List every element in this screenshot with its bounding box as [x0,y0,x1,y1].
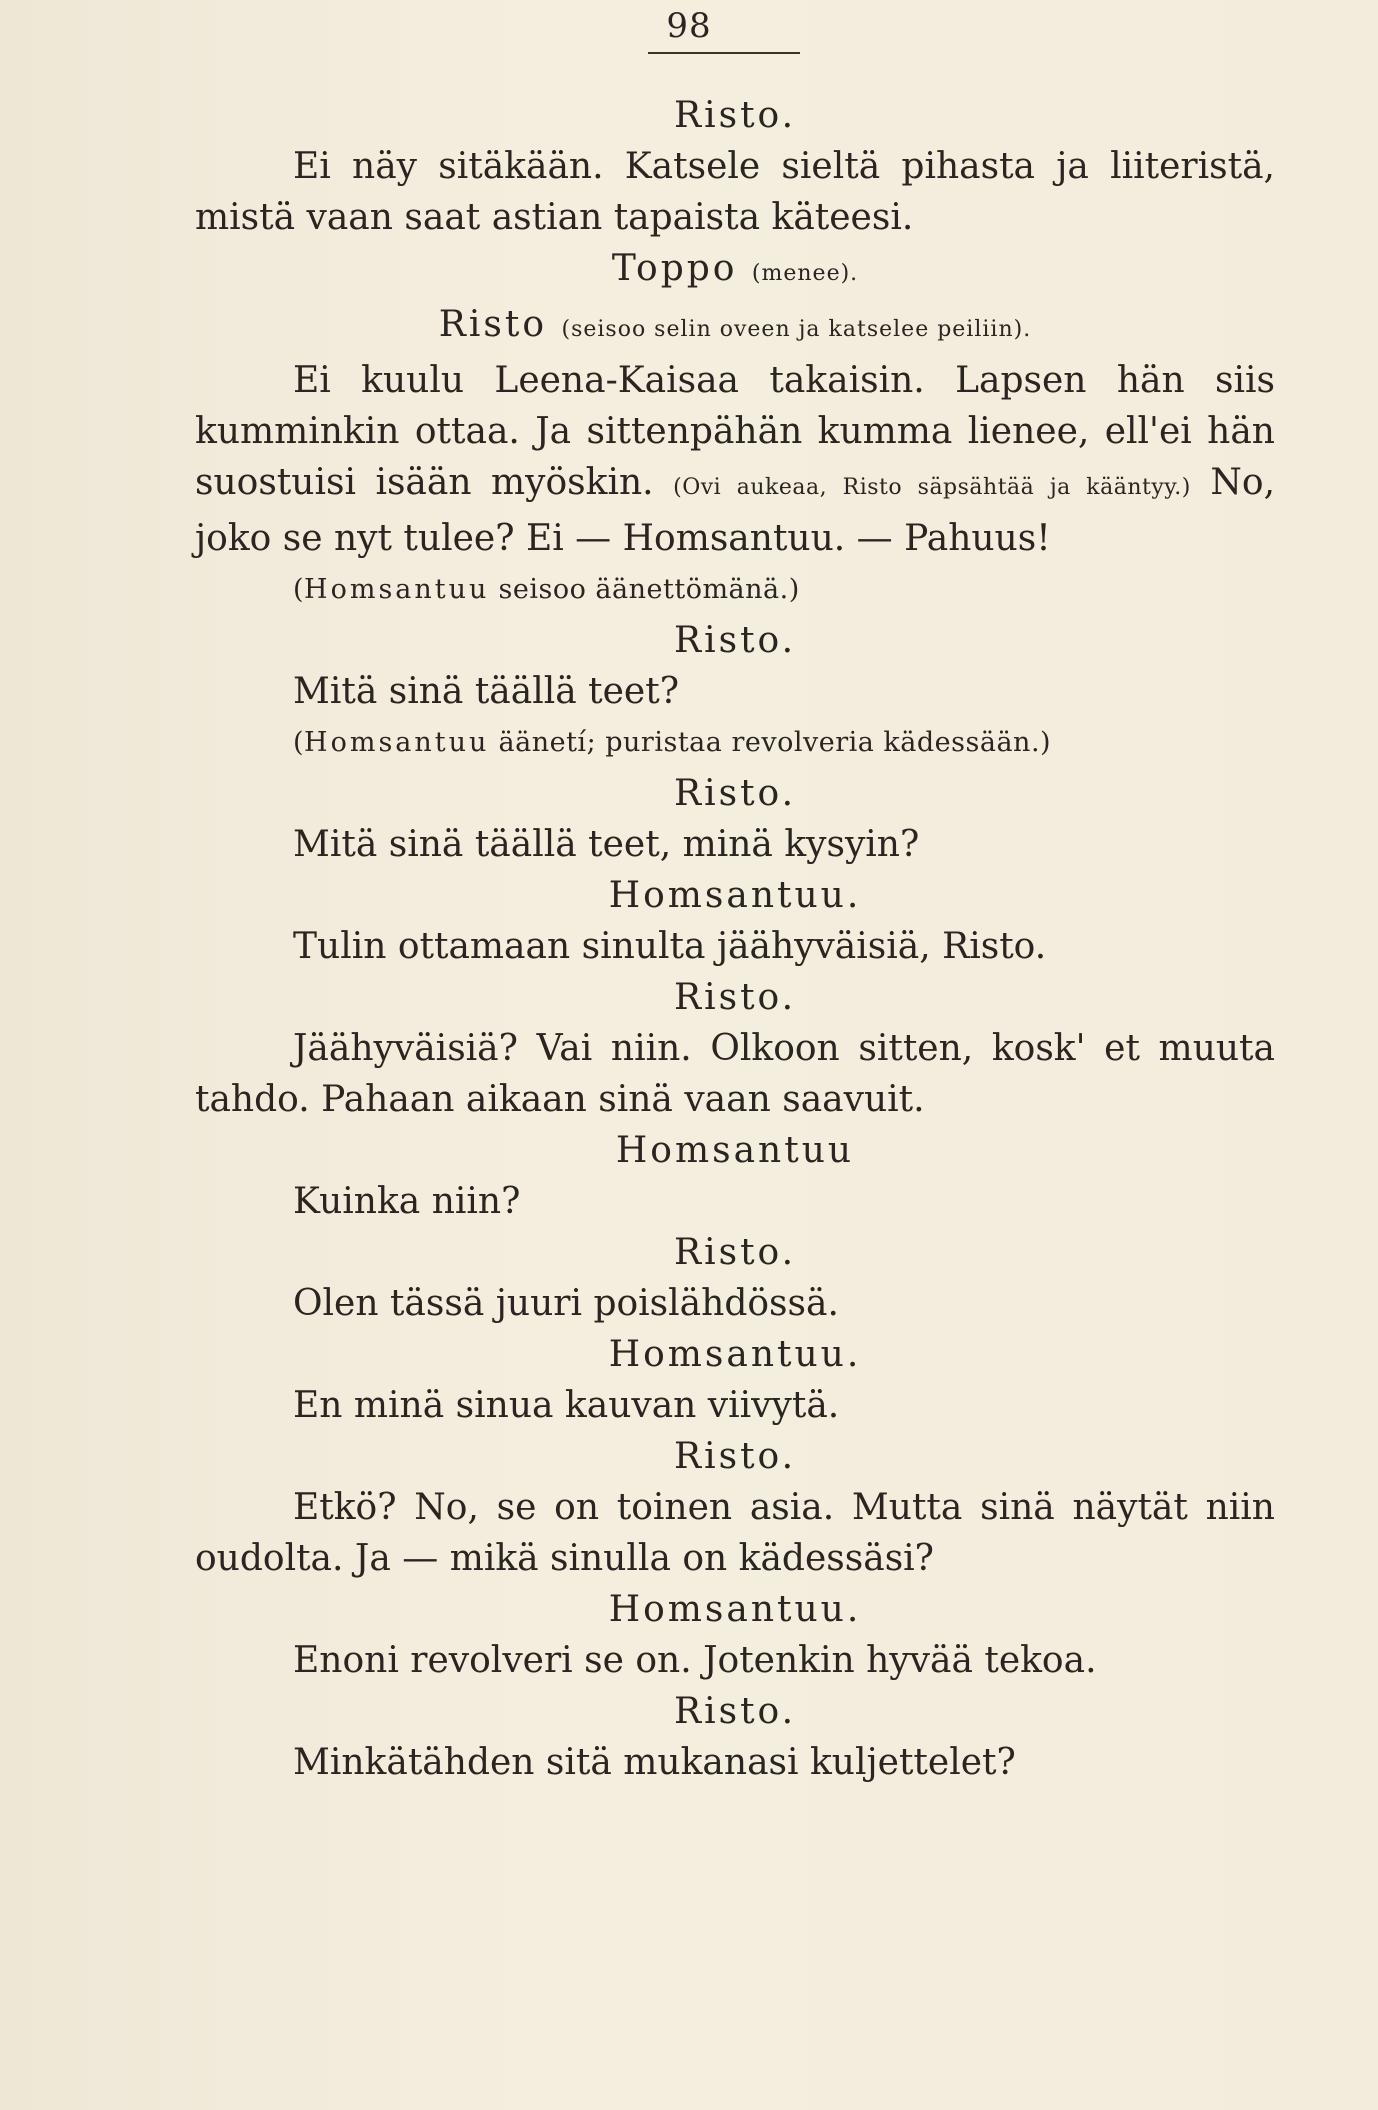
header-rule [648,52,800,54]
stage-direction-line: (Homsantuu seisoo äänettömänä.) [293,574,800,605]
dialogue-paragraph: Jäähyväisiä? Vai niin. Olkoon sitten, kosk' et muuta tahdo. Pahaan aikaan sinä vaan saavuit. [195,1028,1275,1120]
dialogue-line: Mitä sinä täällä teet? [293,671,679,712]
dialogue-line: Mitä sinä täällä teet, minä kysyin? [293,824,920,865]
speaker-label: Homsantuu. [608,1589,862,1630]
dialogue-text: No, joko se nyt tulee? Ei — Homsantuu. — Pahuus! [195,462,1276,559]
dialogue-paragraph: Etkö? No, se on toinen asia. Mutta sinä näytät niin oudolta. Ja — mikä sinulla on kädessäsi? [195,1487,1275,1579]
dialogue-text: Ei kuulu Leena-Kaisaa takaisin. Lapsen hän siis kumminkin ottaa. Ja sittenpähän kumma lienee, ell'ei hän suostuisi isään myöskin. [195,360,1275,503]
dialogue-line: Kuinka niin? [293,1181,521,1222]
speaker-label: Risto. [673,977,797,1018]
speaker-label: Risto. [673,1436,797,1477]
speaker-name: Toppo [611,248,738,289]
speaker-name: Homsantuu [304,727,490,758]
stage-direction: (Ovi aukeaa, Risto säpsähtää ja kääntyy.) [673,475,1191,500]
play-text [195,90,1275,1788]
dialogue-paragraph [195,355,1275,564]
dialogue-paragraph: Ei näy sitäkään. Katsele sieltä pihasta ja liiteristä, mistä vaan saat astian tapaista käteesi. [195,146,1275,238]
speaker-name: Risto [438,304,548,345]
stage-direction: (menee). [751,261,859,286]
speaker-label: Risto. [673,95,797,136]
dialogue-line: Olen tässä juuri poislähdössä. [293,1283,839,1324]
dialogue-line: Enoni revolveri se on. Jotenkin hyvää tekoa. [293,1640,1097,1681]
dialogue-line: Minkätähden sitä mukanasi kuljettelet? [293,1742,1016,1783]
dialogue-line: En minä sinua kauvan viivytä. [293,1385,840,1426]
stage-direction: seisoo äänettömänä. [498,574,789,605]
stage-direction-line: (Homsantuu äänetí; puristaa revolveria kädessään.) [293,727,1052,758]
stage-direction: äänetí; puristaa revolveria kädessään. [498,727,1041,758]
speaker-name: Homsantuu [304,574,490,605]
page-number: 98 [666,6,712,46]
speaker-label [195,243,1275,299]
speaker-label: Homsantuu. [608,875,862,916]
speaker-label: Risto. [673,620,797,661]
speaker-label [195,299,1275,355]
speaker-label: Homsantuu. [608,1334,862,1375]
dialogue-line: Tulin ottamaan sinulta jäähyväisiä, Risto. [293,926,1047,967]
speaker-label: Homsantuu [615,1130,855,1171]
speaker-label: Risto. [673,1232,797,1273]
speaker-label: Risto. [673,1691,797,1732]
stage-direction: (seisoo selin oveen ja katselee peiliin). [561,317,1032,342]
speaker-label: Risto. [673,773,797,814]
